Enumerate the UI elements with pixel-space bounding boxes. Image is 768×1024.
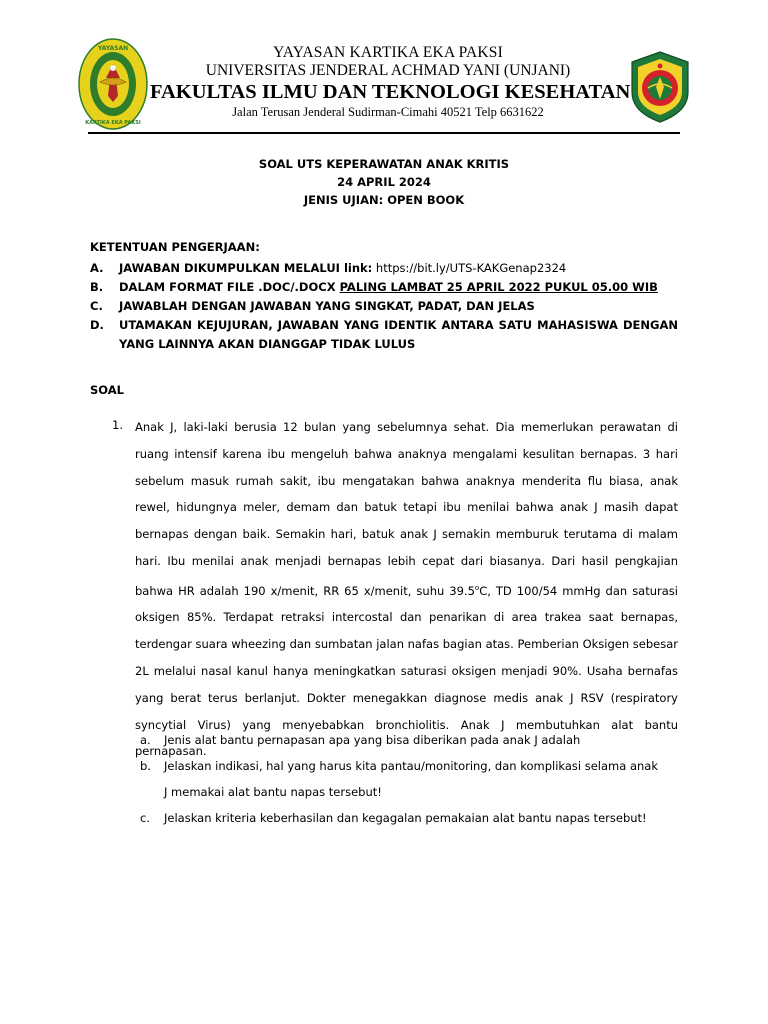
svg-text:YAYASAN: YAYASAN (97, 45, 129, 52)
question-number: 1. (112, 418, 123, 432)
faculty-name: FAKULTAS ILMU DAN TEKNOLOGI KESEHATAN (150, 81, 631, 103)
sub-letter: c. (140, 811, 150, 825)
questions-heading: SOAL (90, 383, 124, 397)
exam-subject: SOAL UTS KEPERAWATAN ANAK KRITIS (258, 157, 510, 171)
rule-text: UTAMAKAN KEJUJURAN, JAWABAN YANG IDENTIK ANTARA SATU MAHASISWA DENGAN YANG LAINNYA AKAN DIANGGAP TIDAK LULUS (119, 318, 678, 351)
rules-heading: KETENTUAN PENGERJAAN: (90, 240, 260, 254)
exam-title (88, 155, 680, 209)
deadline-text: PALING LAMBAT 25 APRIL 2022 PUKUL 05.00 WIB (339, 280, 658, 294)
sub-text-continued: J memakai alat bantu napas tersebut! (164, 785, 382, 799)
rule-letter: B. (90, 280, 104, 294)
question-text-part1: Anak J, laki-laki berusia 12 bulan yang sebelumnya sehat. Dia memerlukan perawatan di ruang intensif karena ibu mengeluh bahwa anaknya mengalami kesulitan bernapas. 3 hari sebelum masuk rumah sakit, ibu mengatakan bahwa anaknya menderita flu biasa, anak rewel, hidungnya meler, demam dan batuk tetapi ibu menilai bahwa anak J masih dapat bernapas dengan baik. Semakin hari, batuk anak J semakin memburuk terutama di malam hari. Ibu menilai anak menjadi bernapas lebih cepat dari biasanya. Dari hasil pengkajian bahwa HR adalah 190 x/menit, RR 65 x/menit, suhu 39.5 (135, 420, 678, 598)
question-text-part2: C, TD 100/54 mmHg dan saturasi oksigen 85%. Terdapat retraksi intercostal dan penarikan di area trakea saat bernapas, terdengar suara wheezing dan sumbatan jalan nafas bagian atas. Pemberian Oksigen sebesar 2L melalui nasal kanul hanya meningkatkan saturasi oksigen menjadi 90%. Usaha bernafas yang berat terus berlanjut. Dokter menegakkan diagnose medis anak J RSV (respiratory syncytial Virus) yang menyebabkan bronchiolitis. Anak J membutuhkan alat bantu pernapasan. (135, 583, 678, 759)
degree-sign: o (474, 583, 480, 592)
letterhead (150, 44, 631, 120)
question-body (135, 414, 678, 765)
rule-item-b (90, 278, 678, 297)
sub-question-a (140, 727, 660, 753)
rule-item-a (90, 259, 678, 278)
rule-text: JAWABLAH DENGAN JAWABAN YANG SINGKAT, PADAT, DAN JELAS (119, 299, 535, 313)
rule-item-c (90, 297, 678, 316)
sub-text: Jenis alat bantu pernapasan apa yang bisa diberikan pada anak J adalah (164, 733, 581, 747)
rule-item-d (90, 316, 678, 354)
sub-question-c (140, 805, 660, 831)
svg-text:KARTIKA EKA PAKSI: KARTIKA EKA PAKSI (85, 120, 141, 126)
rule-letter: C. (90, 299, 103, 313)
rule-letter: D. (90, 318, 104, 332)
exam-type: JENIS UJIAN: OPEN BOOK (303, 193, 465, 207)
university-name: UNIVERSITAS JENDERAL ACHMAD YANI (UNJANI) (205, 62, 571, 79)
exam-date: 24 APRIL 2024 (337, 175, 431, 189)
sub-text: Jelaskan kriteria keberhasilan dan kegagalan pemakaian alat bantu napas tersebut! (164, 811, 647, 825)
unjani-logo (628, 50, 692, 124)
yayasan-logo (78, 38, 148, 130)
sub-letter: a. (140, 733, 151, 747)
rule-text: DALAM FORMAT FILE .DOC/.DOCX (119, 280, 340, 294)
sub-question-b (140, 753, 660, 805)
sub-letter: b. (140, 759, 151, 773)
foundation-name: YAYASAN KARTIKA EKA PAKSI (273, 44, 503, 61)
rule-letter: A. (90, 261, 104, 275)
sub-text: Jelaskan indikasi, hal yang harus kita pantau/monitoring, dan komplikasi selama anak (164, 759, 658, 773)
rule-text: JAWABAN DIKUMPULKAN MELALUI link: (119, 261, 373, 275)
submission-link[interactable]: https://bit.ly/UTS-KAKGenap2324 (372, 261, 567, 275)
header-divider (88, 132, 680, 134)
address-line: Jalan Terusan Jenderal Sudirman-Cimahi 40521 Telp 6631622 (232, 105, 544, 119)
